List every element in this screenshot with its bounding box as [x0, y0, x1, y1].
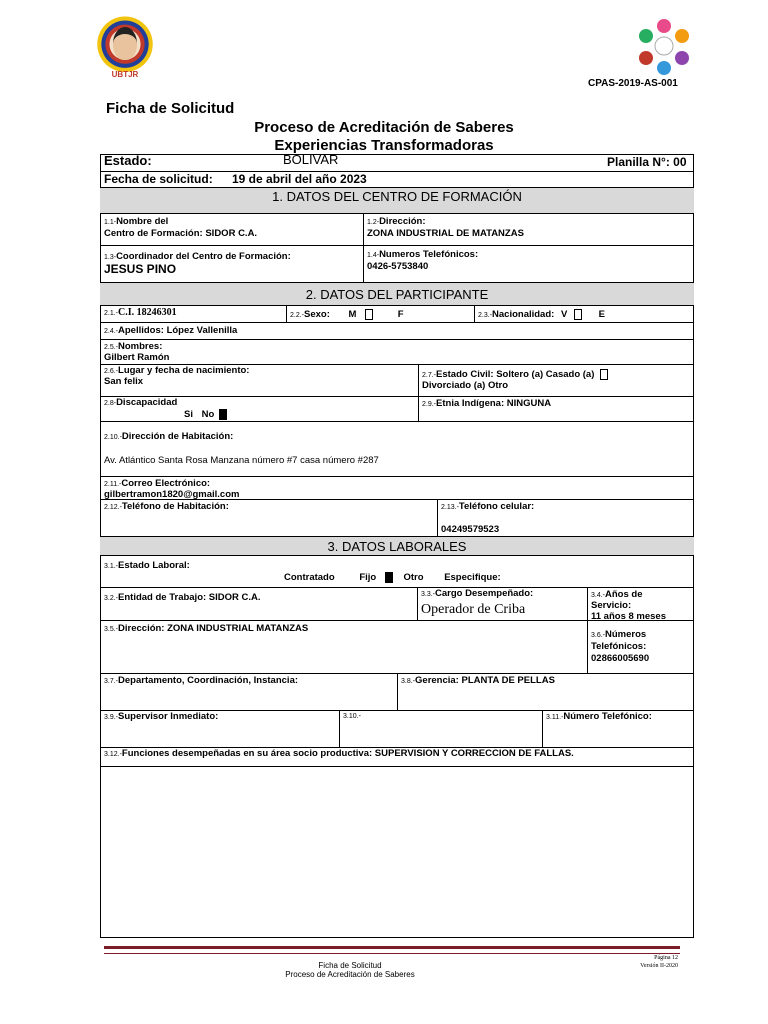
estado-value: BOLIVAR	[283, 152, 339, 167]
field-1-1-label: Nombre del	[116, 216, 169, 227]
footer-line-2: Proceso de Acreditación de Saberes	[285, 970, 415, 979]
field-1-4-value: 0426-5753840	[367, 261, 429, 272]
row-divider	[100, 587, 694, 588]
field-3-3-value: Operador de Criba	[421, 602, 526, 617]
field-2-1-value: C.I. 18246301	[118, 307, 177, 318]
contratado-label: Contratado	[284, 572, 335, 584]
col-divider	[474, 306, 475, 322]
field-1-4-label: Numeros Telefónicos:	[379, 249, 479, 260]
col-divider	[397, 673, 398, 710]
field-2-10-value: Av. Atlántico Santa Rosa Manzana número #7 casa número #287	[104, 455, 379, 466]
field-2-6-value: San felix	[104, 376, 144, 387]
field-3-6-label2: Telefónicos:	[591, 641, 647, 652]
field-2-11-value: gilbertramon1820@gmail.com	[104, 489, 240, 500]
document-code: CPAS-2019-AS-001	[588, 78, 678, 89]
field-2-13-label: Teléfono celular:	[458, 501, 535, 512]
col-divider	[339, 710, 340, 747]
field-3-6-label: Números	[605, 629, 647, 640]
sex-m-checkbox[interactable]	[365, 309, 373, 320]
field-3-9-label: Supervisor Inmediato:	[118, 711, 219, 722]
field-2-9-value: Etnia Indígena: NINGUNA	[436, 398, 552, 409]
page-number: Página 12	[654, 955, 678, 961]
field-3-4-label: Años de	[605, 589, 643, 600]
cpas-logo-icon	[632, 14, 696, 78]
col-divider	[587, 587, 588, 673]
disc-si-label: Si	[184, 409, 193, 421]
fecha-value: 19 de abril del año 2023	[232, 172, 367, 186]
field-3-6-value: 02866005690	[591, 653, 650, 664]
sex-f-label: F	[397, 309, 404, 321]
field-2-5-value: Gilbert Ramón	[104, 352, 170, 363]
section-3-title: 3. DATOS LABORALES	[327, 539, 467, 554]
col-divider	[542, 710, 543, 747]
field-2-12-label: Teléfono de Habitación:	[121, 501, 229, 512]
casado-checkbox[interactable]	[600, 369, 608, 380]
section-3-header	[100, 536, 694, 556]
disc-no-checkbox[interactable]	[219, 409, 227, 420]
field-2-2-label: Sexo:	[304, 309, 330, 321]
field-3-4-label2: Servicio:	[591, 600, 632, 611]
field-1-1-value: Centro de Formación: SIDOR C.A.	[104, 228, 258, 239]
footer-line-1: Ficha de Solicitud	[318, 961, 382, 970]
field-3-11-label: Número Telefónico:	[563, 711, 652, 722]
disc-no-label: No	[201, 409, 215, 421]
field-2-5-label: Nombres:	[118, 341, 163, 352]
ubtjr-logo	[96, 10, 154, 86]
field-3-1-label: Estado Laboral:	[118, 560, 190, 571]
field-1-3-value: JESUS PINO	[104, 262, 177, 276]
field-2-3-label: Nacionalidad:	[492, 309, 555, 321]
col-divider	[286, 306, 287, 322]
row-divider	[100, 499, 694, 500]
field-2-8-label: Discapacidad	[116, 397, 178, 408]
fijo-label: Fijo	[359, 572, 377, 584]
field-3-10-label: 3.10.-	[343, 713, 361, 720]
especifique-label: Especifique:	[444, 572, 501, 584]
fijo-checkbox[interactable]	[385, 572, 393, 583]
row-divider	[100, 396, 694, 397]
col-divider	[437, 499, 438, 536]
field-3-12-value: Funciones desempeñadas en su área socio productiva: SUPERVISION Y CORRECCION DE FALLAS.	[121, 748, 574, 759]
section-2-header	[100, 282, 694, 306]
nat-v-label: V	[560, 309, 568, 321]
planilla-number: Planilla N°: 00	[607, 155, 687, 169]
field-1-2-label: Dirección:	[379, 216, 426, 227]
col-divider	[418, 364, 419, 421]
field-3-7-label: Departamento, Coordinación, Instancia:	[118, 675, 299, 686]
field-2-13-value: 04249579523	[441, 524, 500, 535]
nat-v-checkbox[interactable]	[574, 309, 582, 320]
field-3-5-value: Dirección: ZONA INDUSTRIAL MATANZAS	[118, 623, 309, 634]
fecha-label: Fecha de solicitud:	[104, 172, 213, 186]
field-3-4-value: 11 años 8 meses	[591, 611, 666, 620]
field-2-11-label: Correo Electrónico:	[121, 478, 211, 489]
field-2-4-value: Apellidos: López Vallenilla	[118, 325, 238, 336]
field-3-8-value: Gerencia: PLANTA DE PELLAS	[415, 675, 555, 686]
field-1-3-label: Coordinador del Centro de Formación:	[116, 251, 291, 262]
row-divider	[100, 322, 694, 323]
field-2-7-options: Divorciado (a) Otro	[422, 380, 509, 391]
footer-rule	[104, 946, 680, 954]
estado-label: Estado:	[104, 153, 152, 168]
form-subtitle: Experiencias Transformadoras	[274, 137, 494, 154]
field-3-2-value: Entidad de Trabajo: SIDOR C.A.	[118, 592, 261, 603]
form-heading: Ficha de Solicitud	[106, 100, 235, 117]
field-1-2-value: ZONA INDUSTRIAL DE MATANZAS	[367, 228, 524, 239]
col-divider	[417, 587, 418, 620]
version-label: Versión II-2020	[640, 963, 678, 969]
row-divider	[100, 339, 694, 340]
field-2-7-label: Estado Civil: Soltero (a) Casado (a)	[436, 369, 595, 381]
sex-m-label: M	[348, 309, 357, 321]
col-divider	[363, 214, 364, 282]
nat-e-label: E	[598, 309, 605, 321]
row-divider	[100, 245, 694, 246]
row-divider	[100, 476, 694, 477]
section-2-title: 2. DATOS DEL PARTICIPANTE	[305, 287, 489, 302]
logo-text: UBTJR	[111, 70, 139, 79]
otro-label: Otro	[403, 572, 424, 584]
field-2-6-label: Lugar y fecha de nacimiento:	[118, 365, 250, 376]
section-1-header	[100, 187, 694, 214]
portrait-icon	[113, 27, 137, 60]
field-3-3-label: Cargo Desempeñado:	[435, 588, 534, 599]
row-divider	[100, 766, 694, 767]
field-2-10-label: Dirección de Habitación:	[121, 431, 234, 442]
form-title: Proceso de Acreditación de Saberes	[254, 119, 514, 136]
row-divider	[100, 620, 694, 621]
row-divider	[100, 421, 694, 422]
section-1-title: 1. DATOS DEL CENTRO DE FORMACIÓN	[272, 189, 522, 204]
